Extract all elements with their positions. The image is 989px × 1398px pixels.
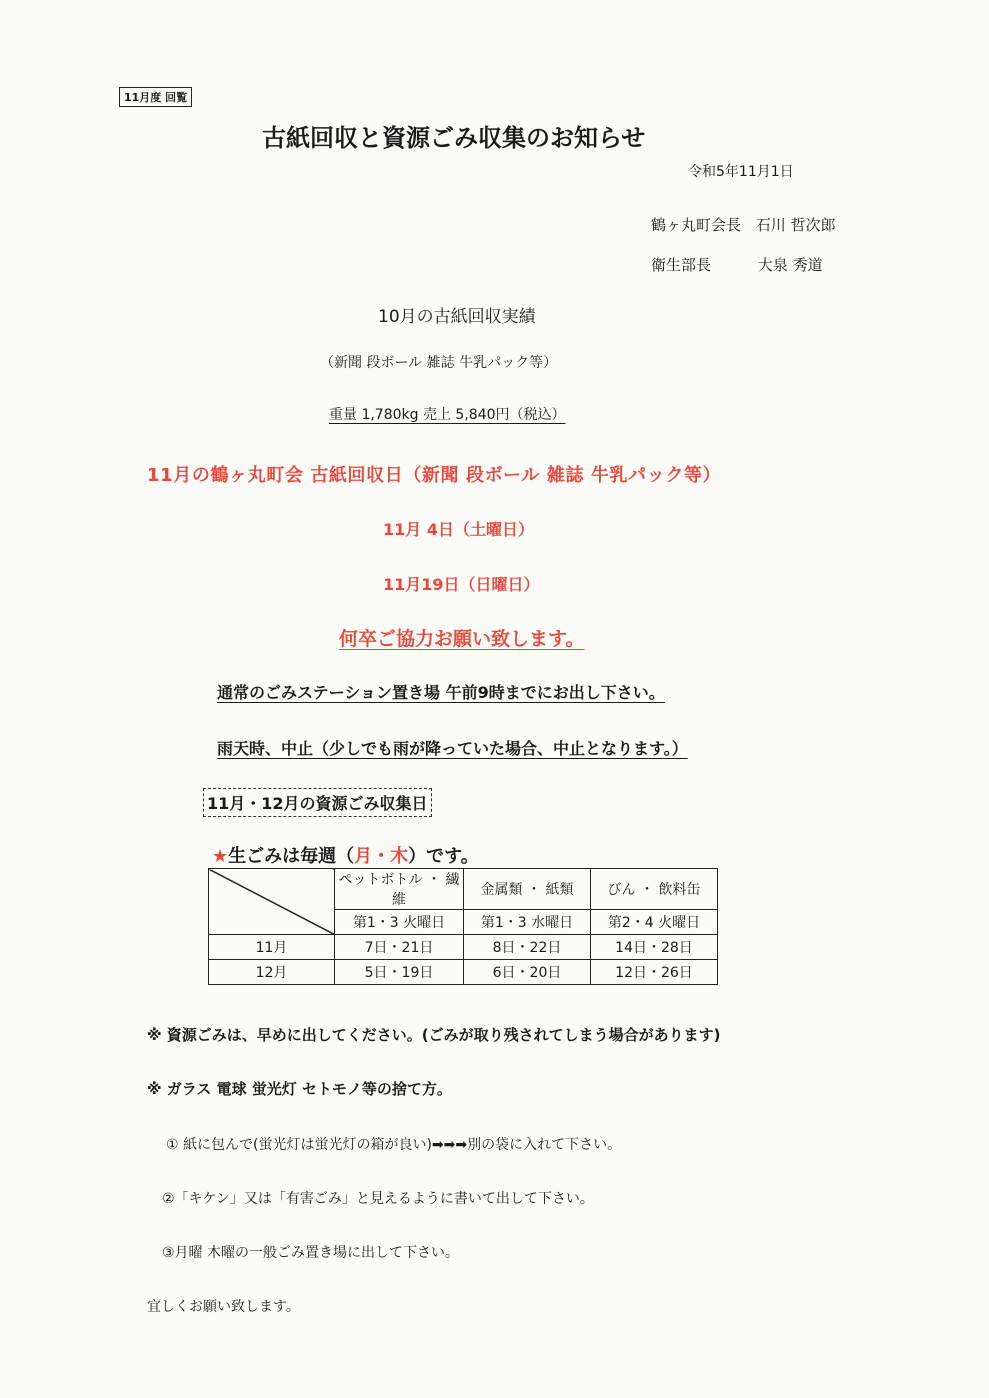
collection-date-1: 11月 4日（土曜日） [383,520,534,539]
column-name-3: びん ・ 飲料缶 [591,869,718,910]
column-days-3: 第2・4 火曜日 [591,910,718,935]
disposal-step-1: ① 紙に包んで(蛍光灯は蛍光灯の箱が良い)➡➡➡別の袋に入れて下さい。 [166,1137,622,1153]
table-cell: 8日・22日 [464,935,591,960]
page-title: 古紙回収と資源ごみ収集のお知らせ [262,124,646,152]
column-name-2: 金属類 ・ 紙類 [464,869,591,910]
author-chairman-name: 石川 哲次郎 [755,216,836,234]
author-sanitation-role: 衛生部長 [651,256,712,274]
circulation-stamp: 11月度 回覧 [119,87,192,107]
table-cell: 5日・19日 [335,960,464,985]
collection-schedule-table [208,868,718,985]
drop-off-note: 通常のごみステーション置き場 午前9時までにお出し下さい。 [217,683,665,702]
raw-garbage-days: 月・木 [354,846,409,867]
results-items: （新聞 段ボール 雑誌 牛乳パック等） [320,355,558,371]
raw-garbage-note [212,842,479,868]
early-disposal-note: ※ 資源ごみは、早めに出してください。(ごみが取り残されてしまう場合があります) [147,1026,721,1044]
table-cell: 6日・20日 [464,960,591,985]
row-month: 12月 [209,960,335,985]
author-sanitation [651,254,823,275]
author-chairman [651,214,836,235]
table-cell: 14日・28日 [591,935,718,960]
table-cell: 12日・26日 [591,960,718,985]
rain-cancel-note: 雨天時、中止（少しでも雨が降っていた場合、中止となります。） [217,739,688,758]
column-days-2: 第1・3 水曜日 [464,910,591,935]
table-row [209,935,718,960]
author-chairman-role: 鶴ヶ丸町会長 [651,216,742,234]
table-cell: 7日・21日 [335,935,464,960]
hazardous-disposal-heading: ※ ガラス 電球 蛍光灯 セトモノ等の捨て方。 [147,1080,452,1098]
closing-remark: 宜しくお願い致します。 [147,1299,300,1315]
table-header-row [209,869,718,910]
cooperation-request: 何卒ご協力お願い致します。 [339,628,585,650]
disposal-step-2: ②「キケン」又は「有害ごみ」と見えるように書いて出して下さい。 [162,1191,594,1207]
column-name-1: ペットボトル ・ 繊維 [335,869,464,910]
raw-garbage-prefix: 生ごみは毎週（ [228,846,355,867]
table-row [209,960,718,985]
schedule-heading: 11月・12月の資源ごみ収集日 [203,788,432,817]
disposal-step-3: ③月曜 木曜の一般ごみ置き場に出して下さい。 [162,1245,459,1261]
collection-date-2: 11月19日（日曜日） [383,575,540,594]
column-days-1: 第1・3 火曜日 [335,910,464,935]
star-icon: ★ [212,846,229,867]
raw-garbage-suffix: ）です。 [408,846,479,867]
table-corner-cell [209,869,335,935]
collection-heading: 11月の鶴ヶ丸町会 古紙回収日（新聞 段ボール 雑誌 牛乳パック等） [147,465,722,486]
issue-date: 令和5年11月1日 [688,164,794,180]
author-sanitation-name: 大泉 秀道 [757,256,823,274]
row-month: 11月 [209,935,335,960]
results-heading: 10月の古紙回収実績 [378,307,536,327]
results-summary: 重量 1,780kg 売上 5,840円（税込） [329,407,566,423]
